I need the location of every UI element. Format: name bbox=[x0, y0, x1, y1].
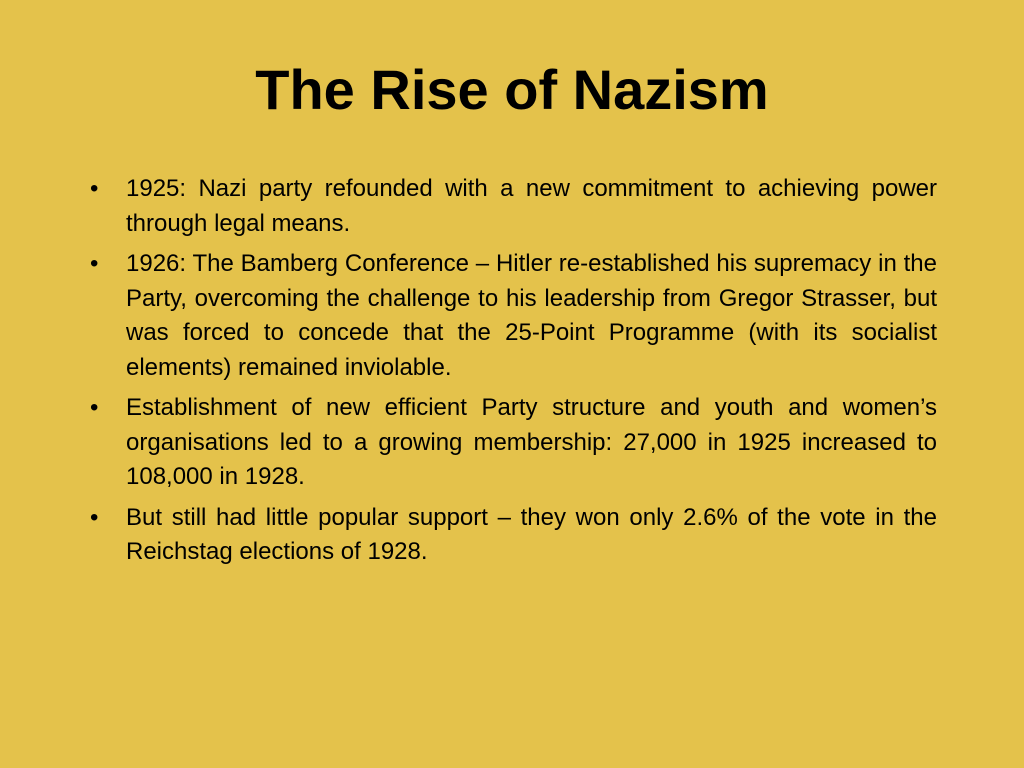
bullet-item bbox=[90, 247, 937, 385]
slide-title: The Rise of Nazism bbox=[255, 58, 769, 121]
bullet-list bbox=[90, 172, 937, 576]
bullet-text: But still had little popular support – they won only 2.6% of the vote in the Reichstag elections of 1928. bbox=[126, 503, 937, 565]
bullet-item bbox=[90, 172, 937, 241]
bullet-text: 1926: The Bamberg Conference – Hitler re-established his supremacy in the Party, overcoming the challenge to his leadership from Gregor Strasser, but was forced to concede that the 25-Point Programme (with its socialist elements) remained inviolable. bbox=[126, 250, 937, 381]
bullet-icon: • bbox=[90, 175, 99, 202]
bullet-icon: • bbox=[90, 394, 99, 421]
bullet-icon: • bbox=[90, 250, 99, 277]
bullet-icon: • bbox=[90, 503, 99, 531]
bullet-text: 1925: Nazi party refounded with a new commitment to achieving power through legal means. bbox=[126, 175, 937, 237]
bullet-item bbox=[90, 391, 937, 495]
bullet-item bbox=[90, 501, 937, 570]
bullet-text: Establishment of new efficient Party structure and youth and women’s organisations led to a growing membership: 27,000 in 1925 increased to 108,000 in 1928. bbox=[126, 394, 937, 490]
